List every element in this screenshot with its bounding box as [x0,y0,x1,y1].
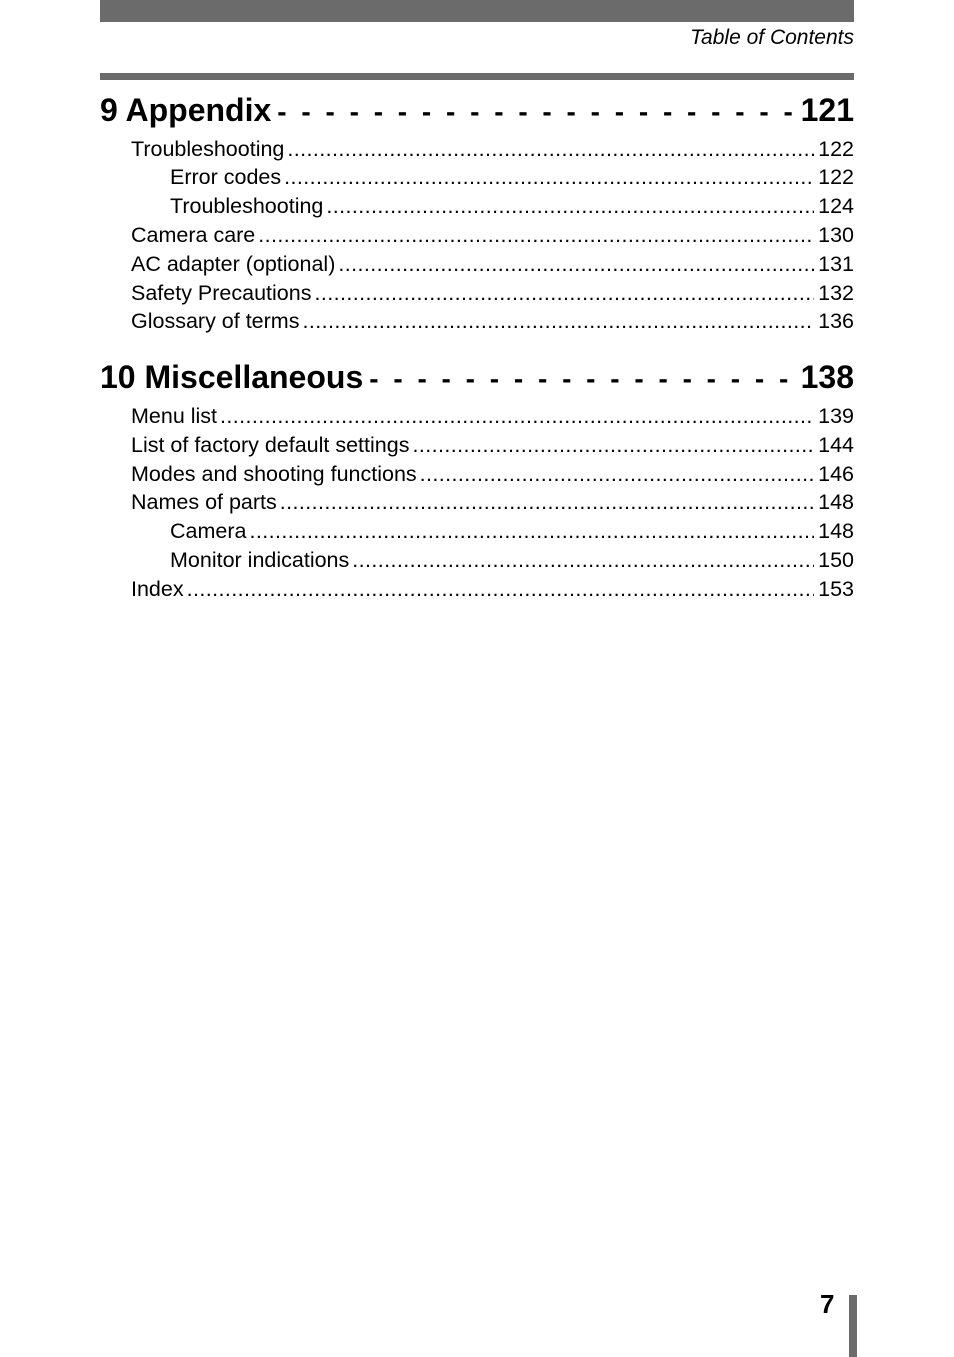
dot-leader [277,488,814,517]
entry-page: 131 [818,252,854,276]
toc-chapter-9[interactable] [100,92,854,132]
dash-leader [363,363,798,395]
toc-entry-camera-care[interactable] [131,221,854,250]
entry-page: 122 [818,137,854,161]
entry-label: Modes and shooting functions [131,462,417,486]
entry-page: 148 [818,490,854,514]
toc-entry-factory-defaults[interactable] [131,431,854,460]
header-bar [100,0,854,22]
entry-page: 124 [818,194,854,218]
chapter-title: 9 Appendix [100,92,272,128]
section-label: Table of Contents [690,26,854,49]
entry-label: Troubleshooting [131,137,285,161]
dot-leader [323,192,814,221]
toc-entry-monitor-indications[interactable] [170,546,854,575]
dot-leader [284,135,814,164]
entry-page: 136 [818,309,854,333]
dot-leader [184,575,815,604]
toc-entry-menu-list[interactable] [131,402,854,431]
toc-entry-names-of-parts[interactable] [131,488,854,517]
entry-page: 146 [818,462,854,486]
entry-label: Camera care [131,223,256,247]
header-rule [100,73,854,80]
entry-label: Error codes [170,165,282,189]
entry-page: 130 [818,223,854,247]
toc-entry-error-codes[interactable] [170,163,854,192]
dot-leader [246,517,814,546]
entry-label: Monitor indications [170,548,350,572]
toc-entry-ac-adapter[interactable] [131,250,854,279]
entry-label: Index [131,577,184,601]
dot-leader [217,402,814,431]
chapter-page: 138 [800,359,854,395]
dot-leader [311,279,814,308]
chapter-title: 10 Miscellaneous [100,359,364,395]
page-number: 7 [820,1289,835,1319]
entry-label: Troubleshooting [170,194,324,218]
entry-page: 150 [818,548,854,572]
entry-page: 148 [818,519,854,543]
page-tab-marker [849,1295,857,1357]
dash-leader [271,96,798,128]
toc-entry-modes-shooting[interactable] [131,460,854,489]
toc-entry-troubleshooting[interactable] [131,135,854,164]
toc-chapter-10[interactable] [100,359,854,399]
entry-page: 153 [818,577,854,601]
entry-label: AC adapter (optional) [131,252,336,276]
entry-page: 132 [818,281,854,305]
dot-leader [335,250,814,279]
dot-leader [299,307,814,336]
toc-entry-troubleshooting-sub[interactable] [170,192,854,221]
toc-entry-glossary[interactable] [131,307,854,336]
entry-label: Glossary of terms [131,309,300,333]
dot-leader [349,546,814,575]
toc-entry-camera[interactable] [170,517,854,546]
entry-page: 122 [818,165,854,189]
entry-label: Safety Precautions [131,281,312,305]
entry-page: 144 [818,433,854,457]
dot-leader [255,221,814,250]
entry-label: List of factory default settings [131,433,410,457]
entry-label: Names of parts [131,490,277,514]
chapter-page: 121 [800,92,854,128]
entry-label: Camera [170,519,247,543]
entry-label: Menu list [131,404,218,428]
toc-entry-index[interactable] [131,575,854,604]
dot-leader [417,460,814,489]
dot-leader [281,163,814,192]
dot-leader [409,431,814,460]
entry-page: 139 [818,404,854,428]
toc-entry-safety-precautions[interactable] [131,279,854,308]
